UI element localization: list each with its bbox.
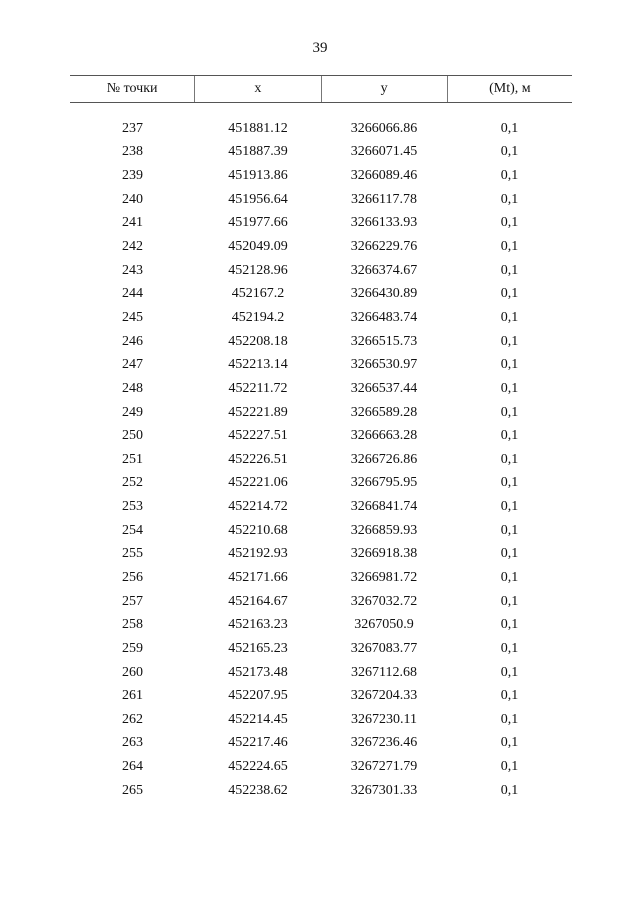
accuracy-cell: 0,1 [500,546,519,562]
accuracy-cell: 0,1 [500,782,519,798]
accuracy-cell: 0,1 [500,711,519,727]
point-number-cell: 237 [122,120,143,136]
x-cell: 452217.46 [228,735,288,751]
point-number-cell: 248 [122,380,143,396]
x-cell: 452128.96 [228,262,288,278]
x-cell: 452226.51 [228,451,288,467]
x-cell: 452238.62 [228,782,288,798]
point-number-cell: 265 [122,782,143,798]
header-x: x [194,76,320,102]
table-row [70,661,572,685]
y-cell: 3266981.72 [350,569,418,585]
x-cell: 452208.18 [228,333,288,349]
accuracy-cell: 0,1 [500,451,519,467]
x-cell: 452207.95 [228,688,288,704]
accuracy-cell: 0,1 [500,688,519,704]
y-cell: 3267083.77 [350,640,418,656]
x-cell: 452210.68 [228,522,288,538]
table-header [70,75,572,103]
accuracy-cell: 0,1 [500,144,519,160]
table-row [70,519,572,543]
table-row [70,590,572,614]
point-number-cell: 244 [122,286,143,302]
table-row [70,472,572,496]
point-number-cell: 251 [122,451,143,467]
accuracy-cell: 0,1 [500,428,519,444]
y-cell: 3266374.67 [350,262,418,278]
y-cell: 3266071.45 [350,144,418,160]
x-cell: 452165.23 [228,640,288,656]
y-cell: 3267236.46 [350,735,418,751]
table-row [70,353,572,377]
y-cell: 3266726.86 [350,451,418,467]
y-cell: 3266918.38 [350,546,418,562]
table-row [70,117,572,141]
table-row [70,495,572,519]
table-row [70,330,572,354]
accuracy-cell: 0,1 [500,735,519,751]
accuracy-cell: 0,1 [500,475,519,491]
y-cell: 3266663.28 [350,428,418,444]
point-number-cell: 256 [122,569,143,585]
accuracy-cell: 0,1 [500,333,519,349]
table-row [70,708,572,732]
y-cell: 3267032.72 [350,593,418,609]
y-cell: 3267204.33 [350,688,418,704]
table-row [70,164,572,188]
accuracy-cell: 0,1 [500,191,519,207]
point-number-cell: 246 [122,333,143,349]
accuracy-cell: 0,1 [500,262,519,278]
x-cell: 452164.67 [228,593,288,609]
point-number-cell: 253 [122,499,143,515]
accuracy-cell: 0,1 [500,569,519,585]
x-cell: 452173.48 [228,664,288,680]
point-number-cell: 261 [122,688,143,704]
point-number-cell: 238 [122,144,143,160]
table-row [70,613,572,637]
point-number-cell: 250 [122,428,143,444]
accuracy-cell: 0,1 [500,499,519,515]
x-cell: 451913.86 [228,168,288,184]
accuracy-cell: 0,1 [500,664,519,680]
x-cell: 452224.65 [228,759,288,775]
y-cell: 3267271.79 [350,759,418,775]
point-number-cell: 240 [122,191,143,207]
accuracy-cell: 0,1 [500,168,519,184]
x-cell: 452211.72 [228,380,288,396]
page-number: 39 [312,40,328,56]
x-cell: 451881.12 [228,120,288,136]
point-number-cell: 247 [122,357,143,373]
point-number-cell: 245 [122,309,143,325]
table-row [70,377,572,401]
y-cell: 3266537.44 [350,380,418,396]
y-cell: 3266589.28 [350,404,418,420]
accuracy-cell: 0,1 [500,286,519,302]
accuracy-cell: 0,1 [500,404,519,420]
y-cell: 3266430.89 [350,286,418,302]
point-number-cell: 239 [122,168,143,184]
table-row [70,684,572,708]
accuracy-cell: 0,1 [500,759,519,775]
table-row [70,448,572,472]
x-cell: 452214.72 [228,499,288,515]
accuracy-cell: 0,1 [500,522,519,538]
accuracy-cell: 0,1 [500,593,519,609]
point-number-cell: 257 [122,593,143,609]
header-point-number: № точки [106,81,158,96]
accuracy-cell: 0,1 [500,380,519,396]
x-cell: 452221.06 [228,475,288,491]
y-cell: 3267112.68 [351,664,417,680]
x-cell: 452221.89 [228,404,288,420]
table-body [70,117,572,803]
x-cell: 452227.51 [228,428,288,444]
y-cell: 3266133.93 [350,215,418,231]
x-cell: 452049.09 [228,239,288,255]
accuracy-cell: 0,1 [500,239,519,255]
point-number-cell: 264 [122,759,143,775]
x-cell: 452167.2 [231,286,285,302]
point-number-cell: 243 [122,262,143,278]
x-cell: 452213.14 [228,357,288,373]
accuracy-cell: 0,1 [500,309,519,325]
x-cell: 452171.66 [228,569,288,585]
table-row [70,566,572,590]
x-cell: 452163.23 [228,617,288,633]
table-row [70,306,572,330]
accuracy-cell: 0,1 [500,640,519,656]
accuracy-cell: 0,1 [500,617,519,633]
y-cell: 3267050.9 [354,617,414,633]
table-row [70,755,572,779]
header-y: y [321,76,447,102]
point-number-cell: 249 [122,404,143,420]
table-row [70,424,572,448]
table-row [70,235,572,259]
table-row [70,282,572,306]
table-row [70,259,572,283]
accuracy-cell: 0,1 [500,120,519,136]
table-row [70,141,572,165]
point-number-cell: 260 [122,664,143,680]
y-cell: 3266089.46 [350,168,418,184]
y-cell: 3266530.97 [350,357,418,373]
x-cell: 451956.64 [228,191,288,207]
point-number-cell: 259 [122,640,143,656]
point-number-cell: 255 [122,546,143,562]
y-cell: 3266841.74 [350,499,418,515]
accuracy-cell: 0,1 [500,215,519,231]
y-cell: 3266795.95 [350,475,418,491]
point-number-cell: 263 [122,735,143,751]
x-cell: 451887.39 [228,144,288,160]
table-row [70,637,572,661]
x-cell: 452192.93 [228,546,288,562]
y-cell: 3266117.78 [351,191,417,207]
table-row [70,188,572,212]
point-number-cell: 254 [122,522,143,538]
table-row [70,779,572,803]
coordinates-table [70,75,572,803]
x-cell: 451977.66 [228,215,288,231]
y-cell: 3267301.33 [350,782,418,798]
point-number-cell: 242 [122,239,143,255]
y-cell: 3267230.11 [351,711,417,727]
x-cell: 452194.2 [231,309,285,325]
point-number-cell: 252 [122,475,143,491]
point-number-cell: 241 [122,215,143,231]
point-number-cell: 258 [122,617,143,633]
table-row [70,212,572,236]
table-row [70,732,572,756]
x-cell: 452214.45 [228,711,288,727]
y-cell: 3266515.73 [350,333,418,349]
header-accuracy: (Mt), м [447,76,572,102]
y-cell: 3266859.93 [350,522,418,538]
table-row [70,543,572,567]
table-row [70,401,572,425]
accuracy-cell: 0,1 [500,357,519,373]
point-number-cell: 262 [122,711,143,727]
y-cell: 3266483.74 [350,309,418,325]
y-cell: 3266066.86 [350,120,418,136]
y-cell: 3266229.76 [350,239,418,255]
